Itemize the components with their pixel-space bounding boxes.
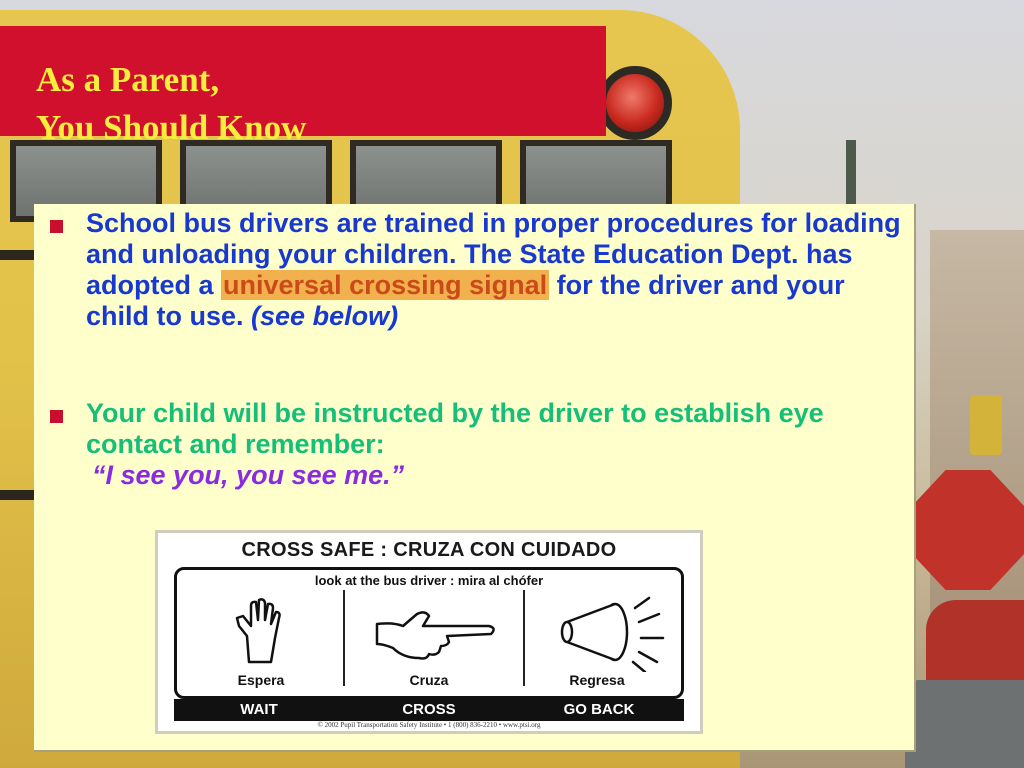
label-go-back: GO BACK <box>563 701 635 718</box>
label-cross: CROSS <box>402 701 456 718</box>
content-panel <box>34 204 916 752</box>
bullet-item-eye-contact <box>44 398 894 491</box>
raised-hand-icon <box>221 596 301 666</box>
pointing-hand-icon <box>373 596 501 666</box>
sign-subheading: look at the bus driver : mira al chófer <box>314 573 544 588</box>
sign-copyright: © 2002 Pupil Transportation Safety Institute • 1 (800) 836-2210 • www.ptsi.org <box>317 721 541 729</box>
bullet-text-end: for the driver and your child to use. <box>86 270 845 331</box>
sign-heading: CROSS SAFE : CRUZA CON CUIDADO <box>241 539 617 561</box>
slide-title <box>36 56 306 152</box>
highlighted-phrase: universal crossing signal <box>223 270 548 300</box>
label-regresa: Regresa <box>569 672 625 688</box>
label-wait: WAIT <box>240 701 278 718</box>
megaphone-icon <box>551 596 671 672</box>
title-line-2: You Should Know <box>36 108 307 147</box>
bullet-text-main: Your child will be instructed by the driver to establish eye contact and remember: <box>86 398 824 459</box>
bullet-square-icon <box>50 410 63 423</box>
label-espera: Espera <box>237 672 285 688</box>
sign-instruction-box <box>174 567 684 699</box>
label-cruza: Cruza <box>409 672 449 688</box>
title-box <box>0 26 606 147</box>
sign-footer-bar <box>174 699 684 721</box>
motto-quote: “I see you, you see me.” <box>92 460 405 490</box>
cross-safe-sign <box>155 530 703 734</box>
bus-warning-light <box>598 66 672 140</box>
traffic-light <box>970 395 1002 455</box>
bullet-text-start: School bus drivers are trained in proper procedures for loading and unloading your children. The State Education Dept. has adopted a <box>86 208 901 300</box>
bullet-square-icon <box>50 220 63 233</box>
gray-car <box>905 680 1024 768</box>
bullet-text <box>86 208 904 332</box>
title-line-1: As a Parent, <box>36 60 220 99</box>
bullet-item-drivers <box>44 208 904 332</box>
bullet-text <box>86 398 894 491</box>
see-below-note: (see below) <box>251 301 399 331</box>
